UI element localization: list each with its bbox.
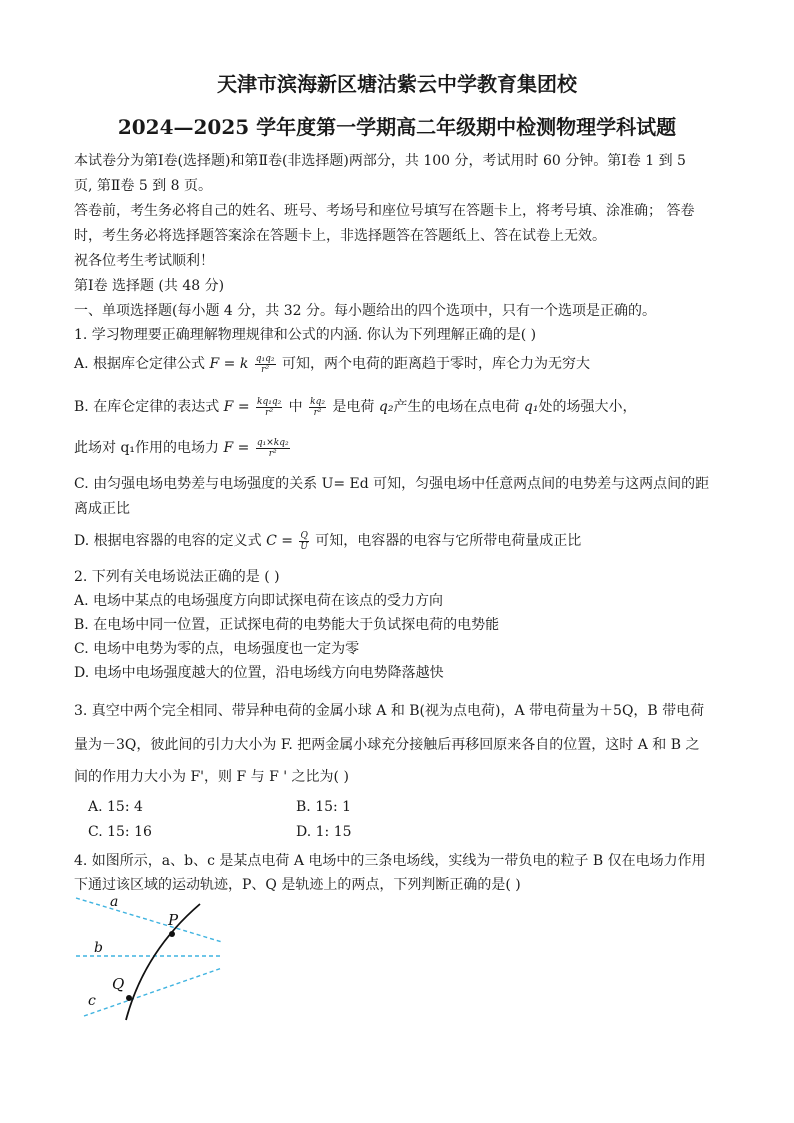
field-lines-figure xyxy=(74,892,224,1022)
math-symbol: = xyxy=(237,440,250,456)
option-text: D. 根据电容器的电容的定义式 xyxy=(74,533,262,549)
fraction xyxy=(256,438,290,459)
exam-title: 2024—2025 学年度第一学期高二年级期中检测物理学科试题 xyxy=(117,115,677,139)
numerator: kq₂ xyxy=(310,396,325,407)
denominator: r² xyxy=(313,407,322,418)
numerator: Q xyxy=(300,530,308,541)
question-3-option-d: D. 1: 15 xyxy=(296,824,352,840)
option-text: 可知，两个电荷的距离趋于零时，库仑力为无穷大 xyxy=(281,356,590,372)
intro-line: 祝各位考生考试顺利！ xyxy=(74,253,214,269)
point-p xyxy=(169,931,175,937)
label-c: c xyxy=(88,993,96,1009)
numerator: kq₁q₂ xyxy=(257,396,282,407)
point-q xyxy=(126,995,132,1001)
question-4-stem: 4. 如图所示，a、b、c 是某点电荷 A 电场中的三条电场线，实线为一带负电的粒子 B 仅在电场力作用 xyxy=(74,853,706,869)
question-1-option-a xyxy=(74,353,590,375)
math-symbol: = xyxy=(237,399,250,415)
option-text: B. 在库仑定律的表达式 xyxy=(74,399,220,415)
option-text: A. 根据库仑定律公式 xyxy=(74,356,206,372)
question-3-option-c: C. 15: 16 xyxy=(88,824,152,840)
question-2-option-d: D. 电场中电场强度越大的位置，沿电场线方向电势降落越快 xyxy=(74,665,444,681)
math-symbol: = xyxy=(281,533,293,549)
numerator: q₁q₂ xyxy=(255,353,275,364)
math-symbol: C xyxy=(266,533,277,549)
question-2-option-a: A. 电场中某点的电场强度方向即试探电荷在该点的受力方向 xyxy=(74,593,444,609)
question-3-stem-line2: 量为－3Q，彼此间的引力大小为 F. 把两金属小球充分接触后再移回原来各自的位置，这时 A 和 B 之 xyxy=(74,737,700,753)
particle-trajectory xyxy=(126,904,200,1020)
option-text: 可知，电容器的电容与它所带电荷量成正比 xyxy=(315,533,582,549)
math-symbol: F xyxy=(209,356,220,372)
question-3-option-b: B. 15: 1 xyxy=(296,799,352,815)
label-p: P xyxy=(168,911,179,929)
question-1-stem: 1. 学习物理要正确理解物理规律和公式的内涵. 你认为下列理解正确的是( ) xyxy=(74,327,537,343)
intro-line: 页, 第Ⅱ卷 5 到 8 页。 xyxy=(74,178,213,194)
question-3-stem-line3: 间的作用力大小为 F'，则 F 与 F ' 之比为( ) xyxy=(74,769,349,785)
question-1-option-d xyxy=(74,530,581,552)
intro-line: 答卷前，考生务必将自己的姓名、班号、考场号和座位号填写在答题卡上，将考号填、涂准确； 答卷 xyxy=(74,203,695,219)
fraction xyxy=(299,531,308,552)
math-symbol: k xyxy=(239,356,249,372)
fraction xyxy=(256,397,282,418)
question-2-option-b: B. 在电场中同一位置，正试探电荷的电势能大于负试探电荷的电势能 xyxy=(74,617,500,633)
math-symbol: q₁ xyxy=(523,399,539,415)
fraction xyxy=(255,354,276,375)
label-q: Q xyxy=(112,975,125,993)
option-text: 产生的电场在点电荷 xyxy=(393,399,520,415)
intro-line: 时，考生务必将选择题答案涂在答题卡上，非选择题答在答题纸上、答在试卷上无效。 xyxy=(74,228,606,244)
math-symbol: F xyxy=(223,399,234,415)
question-3-stem: 3. 真空中两个完全相同、带异种电荷的金属小球 A 和 B(视为点电荷)，A 带电荷量为＋5Q，B 带电荷 xyxy=(74,703,705,719)
question-1-option-b xyxy=(74,396,636,418)
question-1-option-c: C. 由匀强电场电势差与电场强度的关系 U= Ed 可知，匀强电场中任意两点间的电势差与这两点间的距 xyxy=(74,476,710,492)
denominator: U xyxy=(300,541,308,552)
intro-line: 本试卷分为第Ⅰ卷(选择题)和第Ⅱ卷(非选择题)两部分，共 100 分，考试用时 60 分钟。第Ⅰ卷 1 到 5 xyxy=(74,153,686,169)
math-symbol: F xyxy=(223,440,234,456)
label-a: a xyxy=(110,894,119,910)
math-symbol: = xyxy=(223,356,236,372)
option-text: 处的场强大小， xyxy=(538,399,637,415)
fraction xyxy=(309,397,326,418)
option-text: 中 xyxy=(288,399,303,415)
field-line-c xyxy=(84,968,222,1016)
option-text: 此场对 q₁作用的电场力 xyxy=(74,440,220,456)
option-text: 是电荷 xyxy=(332,399,375,415)
question-2-option-c: C. 电场中电势为零的点，电场强度也一定为零 xyxy=(74,641,360,657)
question-3-option-a: A. 15: 4 xyxy=(88,799,143,815)
math-symbol: q₂ xyxy=(378,399,394,415)
label-b: b xyxy=(94,940,103,956)
question-4-stem-line2: 下通过该区域的运动轨迹，P、Q 是轨迹上的两点，下列判断正确的是( ) xyxy=(74,877,521,893)
question-1-option-c-line2: 离成正比 xyxy=(74,501,130,517)
part-one-header: 一、单项选择题(每小题 4 分，共 32 分。每小题给出的四个选项中，只有一个选项是正确的。 xyxy=(74,303,656,319)
question-1-option-b-line2 xyxy=(74,437,292,459)
denominator: r² xyxy=(261,364,270,375)
section-header: 第Ⅰ卷 选择题 (共 48 分) xyxy=(74,278,225,294)
denominator: r² xyxy=(268,448,277,459)
school-title: 天津市滨海新区塘沽紫云中学教育集团校 xyxy=(217,72,577,96)
numerator: q₁×kq₂ xyxy=(256,437,289,448)
denominator: r² xyxy=(265,407,274,418)
question-2-stem: 2. 下列有关电场说法正确的是 ( ) xyxy=(74,569,280,585)
